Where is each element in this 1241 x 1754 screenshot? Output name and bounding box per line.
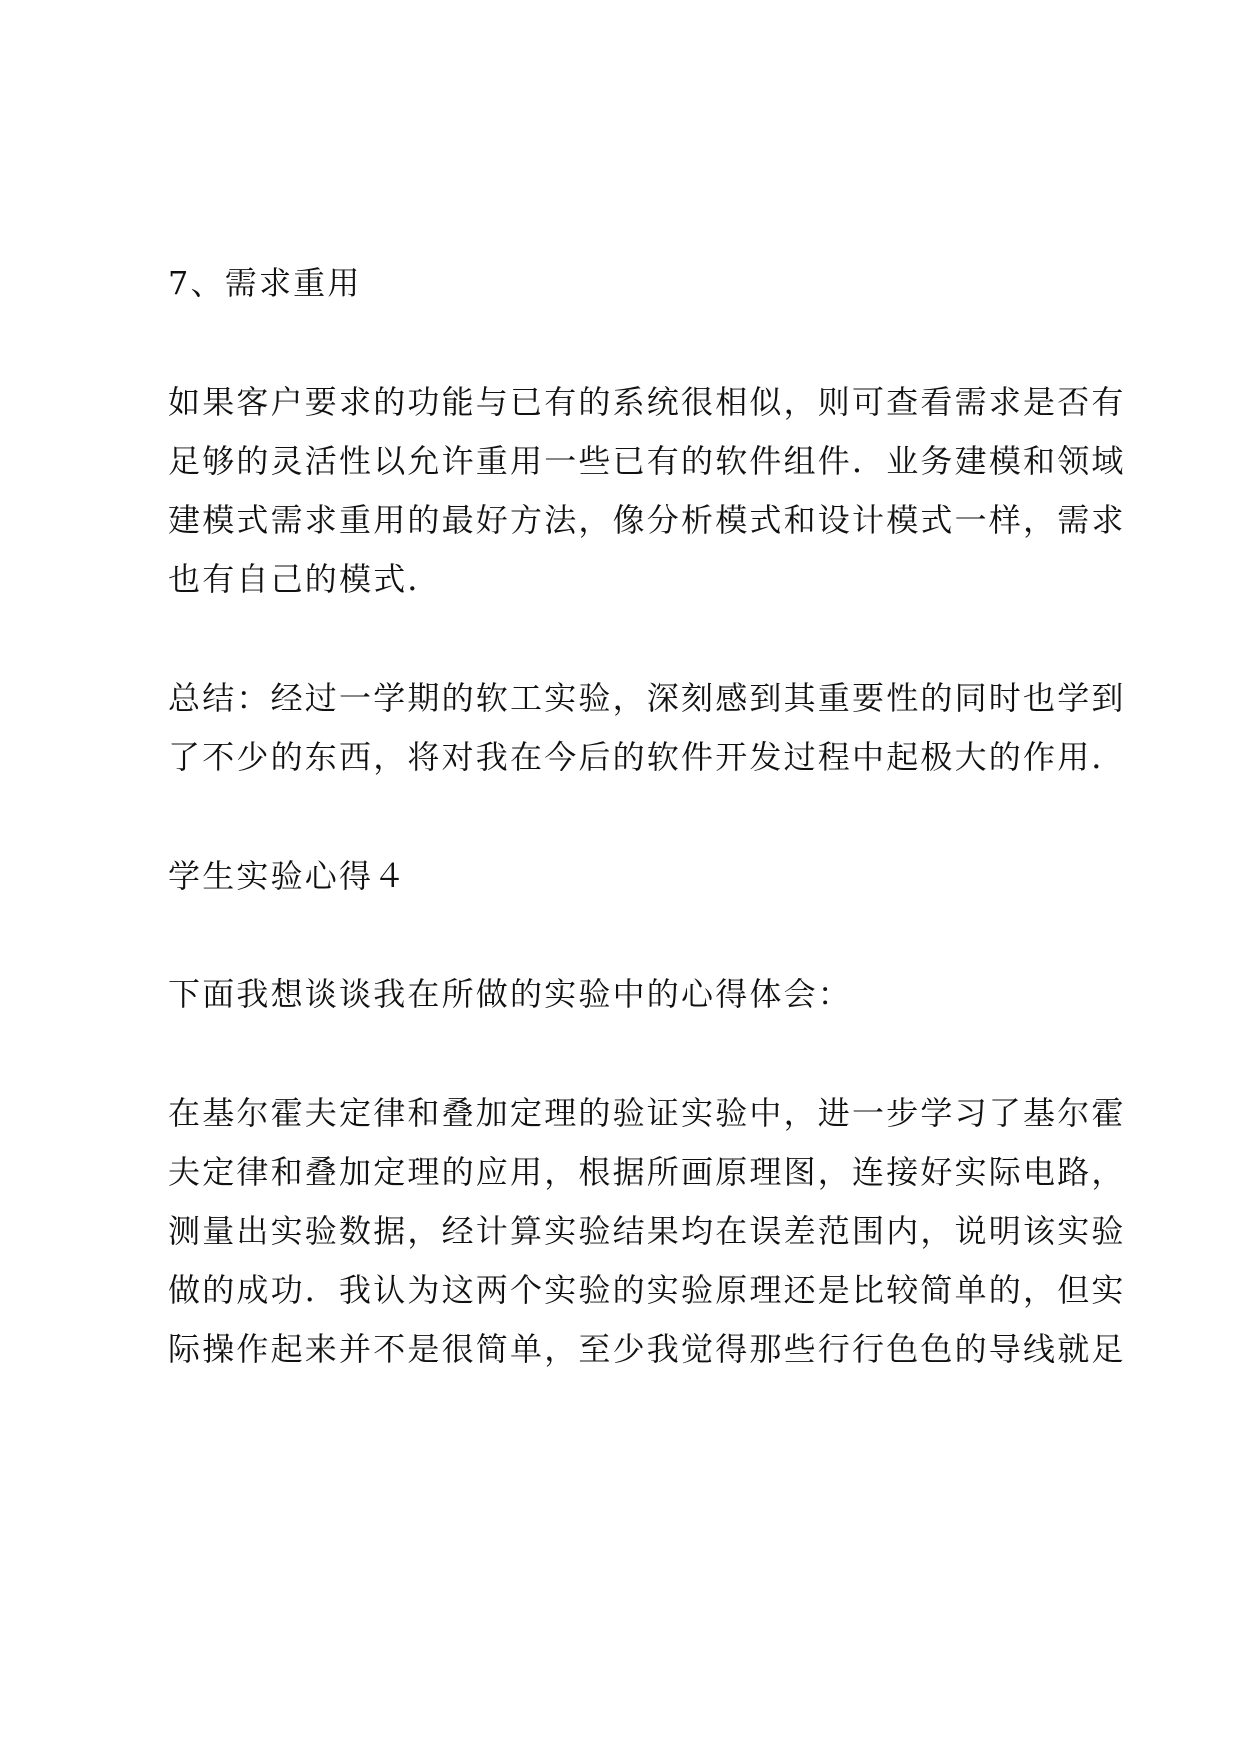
summary-line: 了不少的东西，将对我在今后的软件开发过程中起极大的作用． <box>168 738 1126 776</box>
paragraph-line: 如果客户要求的功能与已有的系统很相似，则可查看需求是否有 <box>168 383 1126 421</box>
paragraph-line: 夫定律和叠加定理的应用，根据所画原理图，连接好实际电路， <box>168 1153 1126 1191</box>
paragraph-line: 建模式需求重用的最好方法，像分析模式和设计模式一样，需求 <box>168 501 1126 539</box>
paragraph-line: 际操作起来并不是很简单，至少我觉得那些行行色色的导线就足 <box>168 1330 1126 1368</box>
paragraph-line: 足够的灵活性以允许重用一些已有的软件组件．业务建模和领域 <box>168 442 1126 480</box>
paragraph-line: 测量出实验数据，经计算实验结果均在误差范围内，说明该实验 <box>168 1212 1126 1250</box>
section-title: 学生实验心得４ <box>168 857 408 895</box>
paragraph-line: 做的成功．我认为这两个实验的实验原理还是比较简单的，但实 <box>168 1271 1126 1309</box>
summary-line: 总结：经过一学期的软工实验，深刻感到其重要性的同时也学到 <box>168 679 1126 717</box>
section-heading: 7、需求重用 <box>168 264 362 302</box>
paragraph-line: 也有自己的模式． <box>168 560 442 598</box>
intro-line: 下面我想谈谈我在所做的实验中的心得体会： <box>168 975 853 1013</box>
paragraph-line: 在基尔霍夫定律和叠加定理的验证实验中，进一步学习了基尔霍 <box>168 1094 1126 1132</box>
